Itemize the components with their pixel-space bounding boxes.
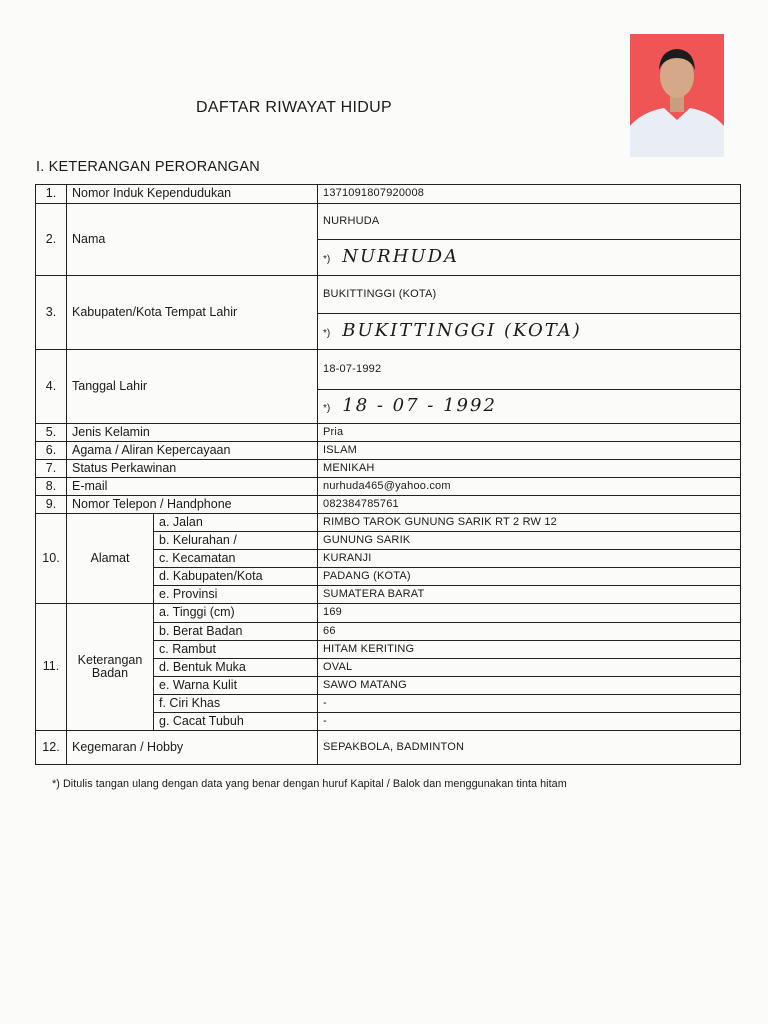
row-kelamin — [36, 424, 741, 442]
sub-value: OVAL — [318, 659, 741, 677]
sub-label: e. Warna Kulit — [154, 677, 318, 695]
row-label: Nomor Telepon / Handphone — [67, 496, 318, 514]
kota-value: BUKITTINGGI (KOTA) — [318, 276, 741, 314]
sub-value: GUNUNG SARIK — [318, 532, 741, 550]
agama-value: ISLAM — [318, 442, 741, 460]
sub-value: PADANG (KOTA) — [318, 568, 741, 586]
row-number: 1. — [36, 185, 67, 204]
row-number: 5. — [36, 424, 67, 442]
kota-handwritten: *) BUKITTINGGI (KOTA) — [318, 314, 741, 350]
row-number: 7. — [36, 460, 67, 478]
row-tanggal — [36, 350, 741, 390]
hobby-value: SEPAKBOLA, BADMINTON — [318, 731, 741, 765]
sub-value: KURANJI — [318, 550, 741, 568]
row-alamat — [36, 514, 741, 532]
row-number: 11. — [36, 604, 67, 731]
row-label: Jenis Kelamin — [67, 424, 318, 442]
alamat-label: Alamat — [67, 514, 154, 604]
row-label: Tanggal Lahir — [67, 350, 318, 424]
sub-label: g. Cacat Tubuh — [154, 713, 318, 731]
personal-info-table — [35, 184, 741, 765]
row-hobby — [36, 731, 741, 765]
sub-value: - — [318, 713, 741, 731]
row-number: 4. — [36, 350, 67, 424]
sub-label: a. Tinggi (cm) — [154, 604, 318, 623]
email-value: nurhuda465@yahoo.com — [318, 478, 741, 496]
row-kota — [36, 276, 741, 314]
row-label: E-mail — [67, 478, 318, 496]
sub-value: SUMATERA BARAT — [318, 586, 741, 604]
row-number: 12. — [36, 731, 67, 765]
kelamin-value: Pria — [318, 424, 741, 442]
tanggal-value: 18-07-1992 — [318, 350, 741, 390]
badan-label: Keterangan Badan — [67, 604, 154, 731]
sub-label: b. Kelurahan / — [154, 532, 318, 550]
row-status — [36, 460, 741, 478]
row-label: Agama / Aliran Kepercayaan — [67, 442, 318, 460]
row-number: 9. — [36, 496, 67, 514]
sub-label: d. Kabupaten/Kota — [154, 568, 318, 586]
sub-label: e. Provinsi — [154, 586, 318, 604]
sub-label: d. Bentuk Muka — [154, 659, 318, 677]
row-label: Kegemaran / Hobby — [67, 731, 318, 765]
row-badan — [36, 604, 741, 623]
row-number: 10. — [36, 514, 67, 604]
section-title: I. KETERANGAN PERORANGAN — [36, 159, 260, 175]
status-value: MENIKAH — [318, 460, 741, 478]
sub-value: RIMBO TAROK GUNUNG SARIK RT 2 RW 12 — [318, 514, 741, 532]
row-agama — [36, 442, 741, 460]
sub-label: f. Ciri Khas — [154, 695, 318, 713]
row-number: 2. — [36, 204, 67, 276]
sub-value: SAWO MATANG — [318, 677, 741, 695]
nama-handwritten: *) NURHUDA — [318, 240, 741, 276]
row-label: Status Perkawinan — [67, 460, 318, 478]
document-title: DAFTAR RIWAYAT HIDUP — [196, 99, 392, 116]
nama-value: NURHUDA — [318, 204, 741, 240]
row-label: Nomor Induk Kependudukan — [67, 185, 318, 204]
nik-value: 1371091807920008 — [318, 185, 741, 204]
telepon-value: 082384785761 — [318, 496, 741, 514]
sub-value: 169 — [318, 604, 741, 623]
row-number: 8. — [36, 478, 67, 496]
sub-value: - — [318, 695, 741, 713]
sub-value: 66 — [318, 623, 741, 641]
footnote: *) Ditulis tangan ulang dengan data yang benar dengan huruf Kapital / Balok dan menggunakan tinta hitam — [52, 778, 567, 790]
sub-label: b. Berat Badan — [154, 623, 318, 641]
row-number: 3. — [36, 276, 67, 350]
row-nik — [36, 185, 741, 204]
row-nama — [36, 204, 741, 240]
sub-label: c. Kecamatan — [154, 550, 318, 568]
sub-value: HITAM KERITING — [318, 641, 741, 659]
sub-label: a. Jalan — [154, 514, 318, 532]
row-number: 6. — [36, 442, 67, 460]
row-telepon — [36, 496, 741, 514]
row-label: Kabupaten/Kota Tempat Lahir — [67, 276, 318, 350]
row-email — [36, 478, 741, 496]
row-label: Nama — [67, 204, 318, 276]
profile-photo — [630, 34, 724, 157]
tanggal-handwritten: *) 18 - 07 - 1992 — [318, 390, 741, 424]
sub-label: c. Rambut — [154, 641, 318, 659]
